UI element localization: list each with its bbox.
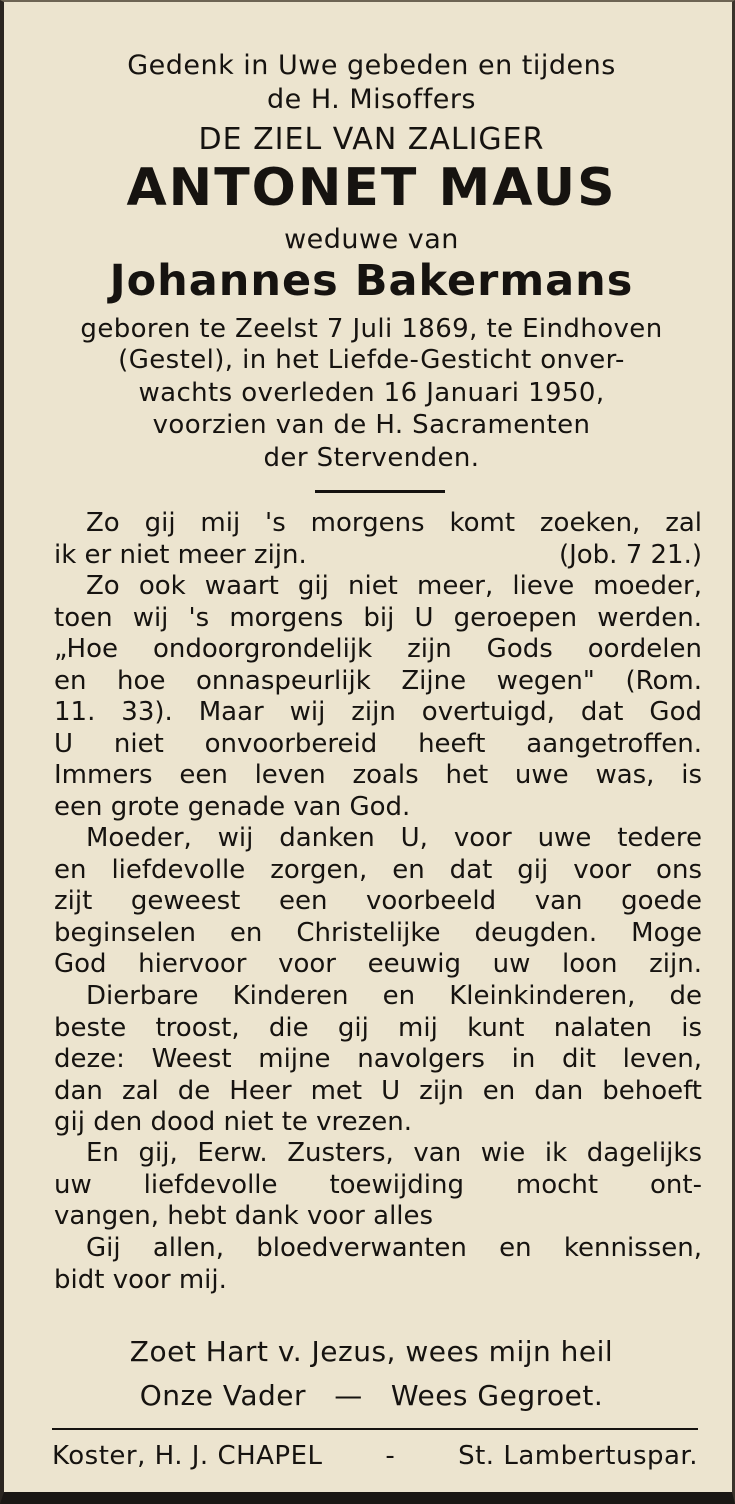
- paragraph-line: Dierbare Kinderen en Kleinkinderen, de: [86, 981, 702, 1011]
- paragraph-line: Moeder, wij danken U, voor uwe tedere: [86, 823, 702, 853]
- paragraph-line: gij den dood niet te vrezen.: [54, 1107, 413, 1137]
- paragraph-line: „Hoe ondoorgrondelijk zijn Gods oordelen: [54, 634, 702, 664]
- bible-reference: (Job. 7 21.): [558, 539, 702, 570]
- bio-line: geboren te Zeelst 7 Juli 1869, te Eindhoven: [80, 314, 663, 344]
- divider: [315, 490, 445, 493]
- paragraph-mother: [54, 571, 702, 823]
- paragraph-line: en liefdevolle zorgen, en dat gij voor ons: [54, 854, 702, 885]
- paragraph-line: U niet onvoorbereid heeft aangetroffen.: [54, 728, 702, 759]
- paragraph-line: beste troost, die gij mij kunt nalaten is: [54, 1012, 702, 1043]
- deceased-name: ANTONET MAUS: [126, 158, 617, 218]
- footer-divider: [52, 1428, 698, 1430]
- paragraph-line: uw liefdevolle toewijding mocht ont-: [54, 1169, 702, 1200]
- bio-line: wachts overleden 16 Januari 1950,: [138, 378, 605, 408]
- header-line-2: de H. Misoffers: [267, 84, 476, 115]
- printer-footer: [52, 1441, 698, 1471]
- footer-separator: -: [385, 1441, 396, 1471]
- paragraph-line: beginselen en Christelijke deugden. Moge: [54, 917, 702, 948]
- spouse-name: Johannes Bakermans: [109, 256, 634, 306]
- paragraph-line: deze: Weest mijne navolgers in dit leven,: [54, 1044, 702, 1074]
- bio-line: der Stervenden.: [263, 443, 480, 473]
- paragraph-line: Zo ook waart gij niet meer, lieve moeder,: [86, 571, 702, 601]
- paragraph-children: [54, 981, 702, 1139]
- paragraph-line: [54, 540, 702, 572]
- paragraph-line-text: ik er niet meer zijn.: [54, 539, 307, 570]
- prayer-line-1: Zoet Hart v. Jezus, wees mijn heil: [129, 1335, 614, 1368]
- header-line-1: Gedenk in Uwe gebeden en tijdens: [127, 50, 616, 81]
- prayer-our-father: Onze Vader: [139, 1379, 307, 1412]
- header-line-3: DE ZIEL VAN ZALIGER: [198, 122, 545, 157]
- paragraph-line: en hoe onnaspeurlijk Zijne wegen" (Rom.: [54, 665, 702, 696]
- relation-label: weduwe van: [284, 224, 459, 255]
- printer-name: Koster, H. J. CHAPEL: [52, 1441, 323, 1471]
- paragraph-line: vangen, hebt dank voor alles: [54, 1201, 434, 1231]
- prayer-line-2: [4, 1379, 735, 1412]
- paragraph-line: bidt voor mij.: [54, 1264, 227, 1295]
- paragraph-line: zijt geweest een voorbeeld van goede: [54, 886, 702, 916]
- paragraph-line: Zo gij mij 's morgens komt zoeken, zal: [86, 508, 702, 538]
- paragraph-thanks: [54, 823, 702, 981]
- paragraph-relatives: [54, 1233, 702, 1296]
- paragraph-job-quote: [54, 508, 702, 571]
- prayer-dash: —: [334, 1379, 363, 1412]
- paragraph-line: toen wij 's morgens bij U geroepen werden.: [54, 602, 702, 633]
- paragraph-sisters: [54, 1138, 702, 1233]
- paragraph-line: een grote genade van God.: [54, 791, 411, 822]
- prayer-hail-mary: Wees Gegroet.: [390, 1379, 604, 1412]
- bio-line: (Gestel), in het Liefde-Gesticht onver-: [118, 345, 625, 375]
- paragraph-line: dan zal de Heer met U zijn en dan behoeft: [54, 1075, 702, 1106]
- bio-line: voorzien van de H. Sacramenten: [152, 410, 591, 440]
- paragraph-line: Immers een leven zoals het uwe was, is: [54, 760, 702, 790]
- printer-location: St. Lambertuspar.: [458, 1441, 698, 1471]
- paragraph-line: 11. 33). Maar wij zijn overtuigd, dat God: [54, 697, 702, 727]
- paragraph-line: God hiervoor voor eeuwig uw loon zijn.: [54, 949, 702, 979]
- paragraph-line: Gij allen, bloedverwanten en kennissen,: [86, 1233, 702, 1263]
- paragraph-line: En gij, Eerw. Zusters, van wie ik dagelijks: [86, 1138, 702, 1168]
